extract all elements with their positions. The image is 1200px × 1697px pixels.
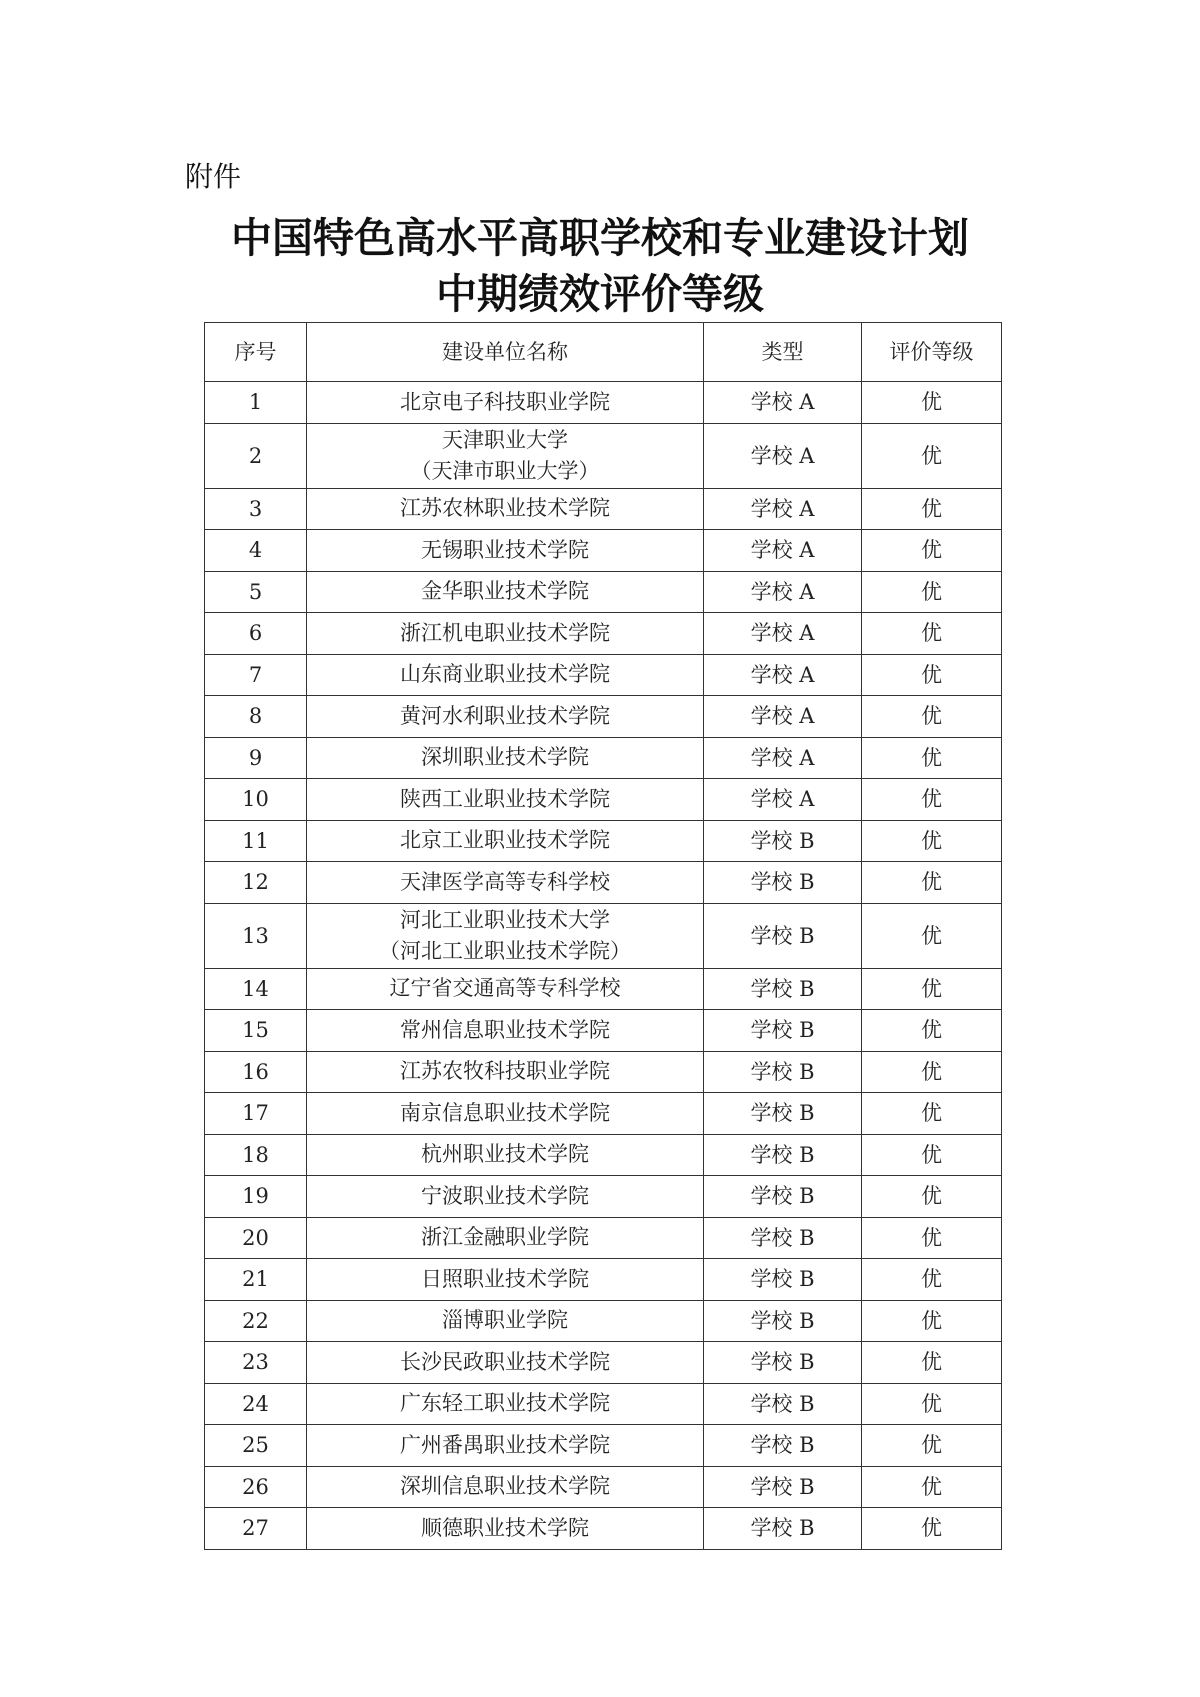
cell-institution-name: [307, 571, 704, 613]
cell-institution-name: [307, 903, 704, 968]
cell-type: 学校 B: [704, 1300, 862, 1342]
cell-evaluation-grade: 优: [862, 654, 1002, 696]
cell-evaluation-grade: 优: [862, 1383, 1002, 1425]
institution-name-line: 广东轻工职业技术学院: [400, 1391, 610, 1416]
cell-institution-name: [307, 382, 704, 424]
cell-serial-number: 20: [205, 1217, 307, 1259]
evaluation-grade-table: [204, 322, 1002, 1550]
institution-name-line: 广州番禺职业技术学院: [400, 1432, 610, 1457]
institution-name-line: 山东商业职业技术学院: [400, 662, 610, 687]
cell-institution-name: [307, 1010, 704, 1052]
institution-name-line: 常州信息职业技术学院: [400, 1017, 610, 1042]
institution-name-line: 黄河水利职业技术学院: [400, 703, 610, 728]
column-header-type: 类型: [704, 323, 862, 382]
cell-evaluation-grade: 优: [862, 382, 1002, 424]
cell-evaluation-grade: 优: [862, 488, 1002, 530]
institution-name-line: 日照职业技术学院: [421, 1266, 589, 1291]
cell-serial-number: 22: [205, 1300, 307, 1342]
cell-type: 学校 A: [704, 737, 862, 779]
institution-name-line: 江苏农牧科技职业学院: [400, 1059, 610, 1084]
table-row: [205, 968, 1002, 1010]
institution-name-line: 深圳职业技术学院: [421, 745, 589, 770]
cell-evaluation-grade: 优: [862, 1259, 1002, 1301]
cell-institution-name: [307, 1217, 704, 1259]
cell-institution-name: [307, 1300, 704, 1342]
cell-type: 学校 A: [704, 696, 862, 738]
cell-serial-number: 23: [205, 1342, 307, 1384]
cell-type: 学校 A: [704, 530, 862, 572]
table-row: [205, 1466, 1002, 1508]
table-header-row: [205, 323, 1002, 382]
table-row: [205, 1259, 1002, 1301]
cell-type: 学校 A: [704, 382, 862, 424]
cell-type: 学校 B: [704, 1508, 862, 1550]
table-row: [205, 530, 1002, 572]
cell-serial-number: 12: [205, 862, 307, 904]
institution-name-line: 河北工业职业技术大学: [400, 907, 610, 932]
cell-serial-number: 19: [205, 1176, 307, 1218]
table-body: [205, 382, 1002, 1550]
cell-institution-name: [307, 1508, 704, 1550]
institution-name-line: 天津医学高等专科学校: [400, 869, 610, 894]
cell-institution-name: [307, 1051, 704, 1093]
cell-institution-name: [307, 654, 704, 696]
cell-institution-name: [307, 862, 704, 904]
table-row: [205, 382, 1002, 424]
institution-name-line: 长沙民政职业技术学院: [400, 1349, 610, 1374]
cell-institution-name: [307, 1342, 704, 1384]
cell-serial-number: 8: [205, 696, 307, 738]
cell-institution-name: [307, 737, 704, 779]
cell-serial-number: 21: [205, 1259, 307, 1301]
cell-serial-number: 24: [205, 1383, 307, 1425]
institution-name-line: （天津市职业大学）: [410, 458, 600, 483]
cell-serial-number: 16: [205, 1051, 307, 1093]
table-row: [205, 488, 1002, 530]
cell-evaluation-grade: 优: [862, 779, 1002, 821]
table-row: [205, 1342, 1002, 1384]
cell-evaluation-grade: 优: [862, 1134, 1002, 1176]
cell-evaluation-grade: 优: [862, 613, 1002, 655]
cell-evaluation-grade: 优: [862, 1051, 1002, 1093]
cell-institution-name: [307, 1425, 704, 1467]
cell-type: 学校 B: [704, 1383, 862, 1425]
document-title-line-2: 中期绩效评价等级: [436, 270, 764, 318]
institution-name-line: 浙江机电职业技术学院: [400, 620, 610, 645]
institution-name-line: 北京电子科技职业学院: [400, 389, 610, 414]
institution-name-line: 南京信息职业技术学院: [400, 1100, 610, 1125]
cell-serial-number: 9: [205, 737, 307, 779]
table-row: [205, 1093, 1002, 1135]
cell-institution-name: [307, 613, 704, 655]
cell-evaluation-grade: 优: [862, 1508, 1002, 1550]
document-title-line-1: 中国特色高水平高职学校和专业建设计划: [231, 214, 969, 262]
cell-serial-number: 1: [205, 382, 307, 424]
institution-name-line: 浙江金融职业学院: [421, 1225, 589, 1250]
cell-type: 学校 B: [704, 1093, 862, 1135]
cell-institution-name: [307, 1259, 704, 1301]
cell-serial-number: 6: [205, 613, 307, 655]
institution-name-line: 陕西工业职业技术学院: [400, 786, 610, 811]
table-row: [205, 1508, 1002, 1550]
cell-evaluation-grade: 优: [862, 820, 1002, 862]
cell-type: 学校 A: [704, 779, 862, 821]
column-header-serial-number: 序号: [205, 323, 307, 382]
table-row: [205, 1010, 1002, 1052]
cell-institution-name: [307, 1466, 704, 1508]
table-row: [205, 696, 1002, 738]
cell-serial-number: 14: [205, 968, 307, 1010]
cell-serial-number: 18: [205, 1134, 307, 1176]
table-row: [205, 820, 1002, 862]
cell-serial-number: 3: [205, 488, 307, 530]
cell-serial-number: 2: [205, 423, 307, 488]
cell-institution-name: [307, 530, 704, 572]
cell-type: 学校 B: [704, 1176, 862, 1218]
cell-serial-number: 4: [205, 530, 307, 572]
table-row: [205, 1176, 1002, 1218]
cell-evaluation-grade: 优: [862, 571, 1002, 613]
table-row: [205, 1051, 1002, 1093]
cell-serial-number: 7: [205, 654, 307, 696]
table-row: [205, 903, 1002, 968]
table-row: [205, 862, 1002, 904]
table-row: [205, 423, 1002, 488]
cell-institution-name: [307, 779, 704, 821]
cell-evaluation-grade: 优: [862, 530, 1002, 572]
table-row: [205, 613, 1002, 655]
cell-type: 学校 A: [704, 654, 862, 696]
table-row: [205, 1383, 1002, 1425]
cell-type: 学校 B: [704, 1259, 862, 1301]
cell-evaluation-grade: 优: [862, 1342, 1002, 1384]
cell-evaluation-grade: 优: [862, 903, 1002, 968]
column-header-institution-name: 建设单位名称: [307, 323, 704, 382]
cell-type: 学校 B: [704, 968, 862, 1010]
column-header-evaluation-grade: 评价等级: [862, 323, 1002, 382]
cell-institution-name: [307, 1383, 704, 1425]
cell-evaluation-grade: 优: [862, 737, 1002, 779]
institution-name-line: （河北工业职业技术学院）: [379, 938, 631, 963]
table-row: [205, 1425, 1002, 1467]
cell-type: 学校 B: [704, 820, 862, 862]
cell-institution-name: [307, 1093, 704, 1135]
institution-name-line: 北京工业职业技术学院: [400, 828, 610, 853]
table-row: [205, 1217, 1002, 1259]
cell-evaluation-grade: 优: [862, 1010, 1002, 1052]
table-row: [205, 1300, 1002, 1342]
cell-type: 学校 A: [704, 423, 862, 488]
institution-name-line: 金华职业技术学院: [421, 579, 589, 604]
cell-evaluation-grade: 优: [862, 696, 1002, 738]
cell-evaluation-grade: 优: [862, 1300, 1002, 1342]
cell-serial-number: 27: [205, 1508, 307, 1550]
institution-name-line: 杭州职业技术学院: [421, 1142, 589, 1167]
institution-name-line: 天津职业大学: [442, 427, 568, 452]
institution-name-line: 江苏农林职业技术学院: [400, 496, 610, 521]
cell-type: 学校 B: [704, 1466, 862, 1508]
cell-evaluation-grade: 优: [862, 862, 1002, 904]
cell-serial-number: 17: [205, 1093, 307, 1135]
cell-evaluation-grade: 优: [862, 1176, 1002, 1218]
cell-type: 学校 A: [704, 488, 862, 530]
institution-name-line: 顺德职业技术学院: [421, 1515, 589, 1540]
institution-name-line: 深圳信息职业技术学院: [400, 1474, 610, 1499]
cell-evaluation-grade: 优: [862, 968, 1002, 1010]
cell-institution-name: [307, 423, 704, 488]
cell-evaluation-grade: 优: [862, 1217, 1002, 1259]
cell-institution-name: [307, 488, 704, 530]
cell-evaluation-grade: 优: [862, 1425, 1002, 1467]
table-row: [205, 737, 1002, 779]
table-row: [205, 571, 1002, 613]
cell-type: 学校 B: [704, 1134, 862, 1176]
cell-evaluation-grade: 优: [862, 1466, 1002, 1508]
cell-type: 学校 B: [704, 1217, 862, 1259]
cell-serial-number: 10: [205, 779, 307, 821]
institution-name-line: 宁波职业技术学院: [421, 1183, 589, 1208]
cell-serial-number: 15: [205, 1010, 307, 1052]
cell-serial-number: 26: [205, 1466, 307, 1508]
cell-institution-name: [307, 820, 704, 862]
institution-name-line: 淄博职业学院: [442, 1308, 568, 1333]
cell-type: 学校 A: [704, 571, 862, 613]
cell-institution-name: [307, 968, 704, 1010]
cell-serial-number: 5: [205, 571, 307, 613]
attachment-label: 附件: [185, 160, 242, 193]
cell-type: 学校 B: [704, 1342, 862, 1384]
cell-type: 学校 B: [704, 1051, 862, 1093]
cell-serial-number: 11: [205, 820, 307, 862]
cell-type: 学校 A: [704, 613, 862, 655]
cell-type: 学校 B: [704, 862, 862, 904]
cell-evaluation-grade: 优: [862, 423, 1002, 488]
cell-type: 学校 B: [704, 903, 862, 968]
table-row: [205, 654, 1002, 696]
cell-institution-name: [307, 1176, 704, 1218]
cell-evaluation-grade: 优: [862, 1093, 1002, 1135]
table-row: [205, 1134, 1002, 1176]
institution-name-line: 辽宁省交通高等专科学校: [389, 976, 621, 1001]
cell-type: 学校 B: [704, 1425, 862, 1467]
institution-name-line: 无锡职业技术学院: [421, 537, 589, 562]
cell-serial-number: 13: [205, 903, 307, 968]
cell-type: 学校 B: [704, 1010, 862, 1052]
cell-institution-name: [307, 1134, 704, 1176]
table-row: [205, 779, 1002, 821]
cell-serial-number: 25: [205, 1425, 307, 1467]
cell-institution-name: [307, 696, 704, 738]
